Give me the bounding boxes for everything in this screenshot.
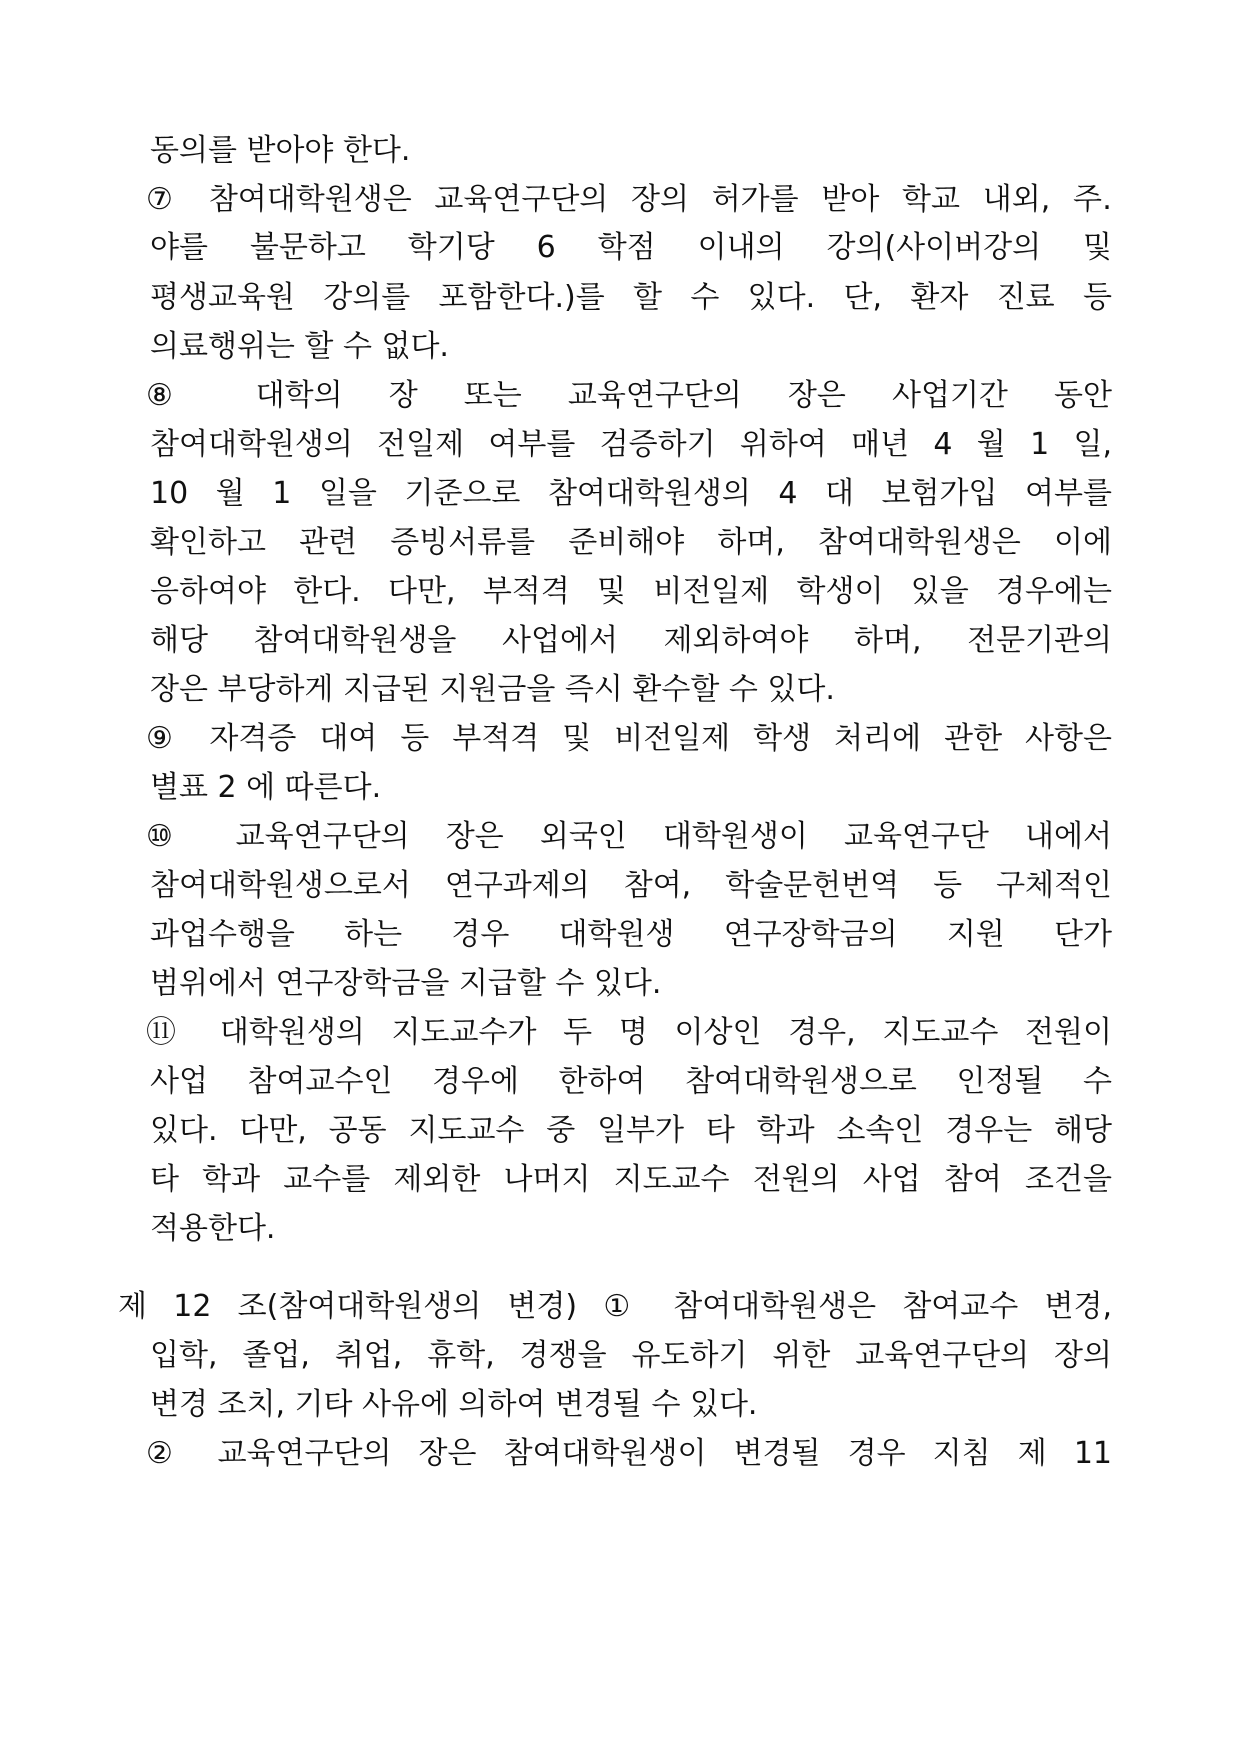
text-line: 평생교육원 강의를 포함한다.)를 할 수 있다. 단, 환자 진료 등 xyxy=(150,280,1112,315)
text-line: 있다. 다만, 공동 지도교수 중 일부가 타 학과 소속인 경우는 해당 xyxy=(150,1113,1112,1148)
text-line: 확인하고 관련 증빙서류를 준비해야 하며, 참여대학원생은 이에 xyxy=(150,525,1112,560)
text-line: 장은 부당하게 지급된 지원금을 즉시 환수할 수 있다. xyxy=(150,672,835,707)
article-heading-line: 제 12 조(참여대학원생의 변경) ① 참여대학원생은 참여교수 변경, xyxy=(118,1289,1112,1324)
text-line: ⑧ 대학의 장 또는 교육연구단의 장은 사업기간 동안 xyxy=(146,378,1112,413)
text-line: 동의를 받아야 한다. xyxy=(150,133,411,168)
text-line: 의료행위는 할 수 없다. xyxy=(150,329,449,364)
text-line: 적용한다. xyxy=(150,1211,276,1246)
text-line: ⑨ 자격증 대여 등 부적격 및 비전일제 학생 처리에 관한 사항은 xyxy=(146,721,1112,756)
text-line: 입학, 졸업, 취업, 휴학, 경쟁을 유도하기 위한 교육연구단의 장의 xyxy=(150,1338,1112,1373)
text-line: ⑪ 대학원생의 지도교수가 두 명 이상인 경우, 지도교수 전원이 xyxy=(146,1015,1112,1050)
text-line: 야를 불문하고 학기당 6 학점 이내의 강의(사이버강의 및 xyxy=(150,230,1112,265)
text-line: 타 학과 교수를 제외한 나머지 지도교수 전원의 사업 참여 조건을 xyxy=(150,1162,1112,1197)
text-line: ② 교육연구단의 장은 참여대학원생이 변경될 경우 지침 제 11 xyxy=(146,1436,1112,1471)
text-line: 10 월 1 일을 기준으로 참여대학원생의 4 대 보험가입 여부를 xyxy=(150,476,1112,511)
text-line: 참여대학원생으로서 연구과제의 참여, 학술문헌번역 등 구체적인 xyxy=(150,868,1112,903)
text-line: ⑩ 교육연구단의 장은 외국인 대학원생이 교육연구단 내에서 xyxy=(146,819,1112,854)
text-line: ⑦ 참여대학원생은 교육연구단의 장의 허가를 받아 학교 내외, 주․ xyxy=(146,182,1112,217)
text-line: 별표 2 에 따른다. xyxy=(150,770,382,805)
text-line: 과업수행을 하는 경우 대학원생 연구장학금의 지원 단가 xyxy=(150,917,1112,952)
text-line: 응하여야 한다. 다만, 부적격 및 비전일제 학생이 있을 경우에는 xyxy=(150,574,1112,609)
text-line: 변경 조치, 기타 사유에 의하여 변경될 수 있다. xyxy=(150,1387,758,1422)
text-line: 해당 참여대학원생을 사업에서 제외하여야 하며, 전문기관의 xyxy=(150,623,1112,658)
text-line: 참여대학원생의 전일제 여부를 검증하기 위하여 매년 4 월 1 일, xyxy=(150,427,1112,462)
text-line: 사업 참여교수인 경우에 한하여 참여대학원생으로 인정될 수 xyxy=(150,1064,1112,1099)
text-line: 범위에서 연구장학금을 지급할 수 있다. xyxy=(150,966,662,1001)
